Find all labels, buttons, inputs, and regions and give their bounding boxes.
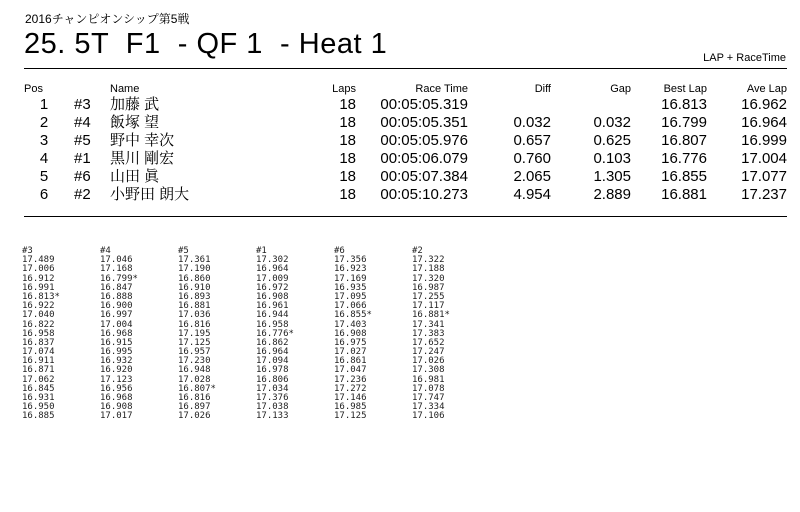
lap-time: 16.948 (178, 365, 211, 376)
lap-time: 17.652 (412, 337, 445, 348)
lap-time: 16.807* (178, 383, 216, 394)
lap-time: 16.957 (178, 347, 211, 358)
lap-time: 17.123 (100, 374, 133, 385)
lap-time: 16.981 (412, 374, 445, 385)
lap-time: 17.046 (100, 255, 133, 266)
lap-time: 17.006 (22, 264, 55, 275)
lap-time: 17.026 (412, 356, 445, 367)
lap-time: 16.900 (100, 301, 133, 312)
lap-column-header: #1 (256, 246, 267, 256)
result-ave-lap: 16.999 (741, 132, 787, 149)
lap-time: 16.897 (178, 402, 211, 413)
result-pos: 3 (39, 132, 49, 149)
lap-time: 16.845 (22, 383, 55, 394)
lap-time: 16.961 (256, 301, 289, 312)
lap-time: 17.078 (412, 383, 445, 394)
result-pos: 6 (39, 186, 49, 203)
lap-time: 17.230 (178, 356, 211, 367)
header-diff: Diff (534, 83, 551, 95)
result-race-time: 00:05:07.384 (380, 168, 468, 185)
lap-time: 16.855* (334, 310, 372, 321)
lap-time: 17.188 (412, 264, 445, 275)
lap-time: 16.995 (100, 347, 133, 358)
result-driver-name: 野中 幸次 (110, 132, 175, 149)
lap-column (178, 247, 250, 422)
result-pos: 1 (39, 96, 49, 113)
lap-time: 16.912 (22, 273, 55, 284)
lap-time: 16.885 (22, 411, 55, 422)
lap-time: 16.910 (178, 282, 211, 293)
table-row (24, 168, 787, 186)
lap-time: 17.095 (334, 291, 367, 302)
lap-time: 16.987 (412, 282, 445, 293)
lap-time: 17.028 (178, 374, 211, 385)
lap-time: 17.272 (334, 383, 367, 394)
lap-time: 17.489 (22, 255, 55, 266)
results-divider (24, 216, 787, 217)
header-ave-lap: Ave Lap (746, 83, 787, 95)
lap-time: 17.074 (22, 347, 55, 358)
lap-time: 17.146 (334, 393, 367, 403)
lap-time: 16.997 (100, 310, 133, 321)
result-race-time: 00:05:05.351 (380, 114, 468, 131)
lap-time: 17.125 (178, 337, 211, 348)
lap-time: 17.247 (412, 347, 445, 358)
lap-time: 16.837 (22, 337, 55, 348)
table-row (24, 132, 787, 150)
lap-time: 17.341 (412, 319, 445, 330)
lap-time: 17.383 (412, 328, 445, 339)
lap-time: 16.816 (178, 319, 211, 330)
lap-time: 17.334 (412, 402, 445, 413)
lap-column-header: #2 (412, 246, 423, 256)
lap-time: 16.881 (178, 301, 211, 312)
lap-time: 16.958 (256, 319, 289, 330)
lap-time: 17.302 (256, 255, 289, 266)
lap-time: 16.923 (334, 264, 367, 275)
lap-time: 16.991 (22, 282, 55, 293)
event-subtitle: 2016チャンピオンシップ第5戦 (25, 12, 190, 26)
lap-time: 16.932 (100, 356, 133, 367)
lap-time: 17.403 (334, 319, 367, 330)
result-best-lap: 16.855 (661, 168, 707, 185)
lap-time: 17.094 (256, 356, 289, 367)
lap-time: 16.972 (256, 282, 289, 293)
result-best-lap: 16.881 (661, 186, 707, 203)
result-diff: 0.032 (513, 114, 551, 131)
result-gap: 0.103 (593, 150, 631, 167)
lap-time: 17.168 (100, 264, 133, 275)
lap-time: 17.106 (412, 411, 445, 422)
lap-time: 16.975 (334, 337, 367, 348)
lap-time: 16.922 (22, 301, 55, 312)
lap-time: 16.968 (100, 393, 133, 403)
result-ave-lap: 16.962 (741, 96, 787, 113)
result-car-number: #5 (74, 132, 91, 149)
lap-time: 17.117 (412, 301, 445, 312)
header-race-time: Race Time (415, 83, 468, 95)
lap-time: 17.047 (334, 365, 367, 376)
header-pos: Pos (24, 83, 43, 95)
lap-time: 16.816 (178, 393, 211, 403)
result-best-lap: 16.813 (661, 96, 707, 113)
lap-time: 16.935 (334, 282, 367, 293)
result-car-number: #4 (74, 114, 91, 131)
lap-time: 17.027 (334, 347, 367, 358)
lap-time: 16.871 (22, 365, 55, 376)
result-laps: 18 (339, 132, 356, 149)
lap-time: 17.004 (100, 319, 133, 330)
result-driver-name: 山田 眞 (110, 168, 160, 185)
result-pos: 2 (39, 114, 49, 131)
result-pos: 4 (39, 150, 49, 167)
lap-time: 17.133 (256, 411, 289, 422)
results-table (24, 82, 787, 204)
result-race-time: 00:05:05.976 (380, 132, 468, 149)
result-race-time: 00:05:06.079 (380, 150, 468, 167)
result-driver-name: 飯塚 望 (110, 114, 160, 131)
lap-time: 16.822 (22, 319, 55, 330)
lap-time: 17.747 (412, 393, 445, 403)
result-best-lap: 16.776 (661, 150, 707, 167)
lap-time: 16.881* (412, 310, 450, 321)
lap-time: 16.908 (100, 402, 133, 413)
lap-time: 17.169 (334, 273, 367, 284)
result-diff: 4.954 (513, 186, 551, 203)
lap-column (334, 247, 406, 422)
table-row (24, 114, 787, 132)
result-diff: 0.760 (513, 150, 551, 167)
lap-time: 16.861 (334, 356, 367, 367)
table-row (24, 150, 787, 168)
lap-time: 16.813* (22, 291, 60, 302)
result-car-number: #1 (74, 150, 91, 167)
lap-column (22, 247, 94, 422)
results-header-row (24, 82, 787, 96)
lap-time: 17.356 (334, 255, 367, 266)
lap-column (100, 247, 172, 422)
result-diff: 2.065 (513, 168, 551, 185)
lap-time: 16.860 (178, 273, 211, 284)
header-laps: Laps (332, 83, 356, 95)
result-gap: 0.032 (593, 114, 631, 131)
result-driver-name: 加藤 武 (110, 96, 160, 113)
lap-time: 17.034 (256, 383, 289, 394)
lap-column-header: #3 (22, 246, 33, 256)
result-diff: 0.657 (513, 132, 551, 149)
lap-time: 17.009 (256, 273, 289, 284)
lap-column-header: #5 (178, 246, 189, 256)
result-driver-name: 小野田 朗大 (110, 186, 190, 203)
lap-time: 17.308 (412, 365, 445, 376)
lap-time: 16.893 (178, 291, 211, 302)
header-best-lap: Best Lap (663, 83, 707, 95)
lap-time: 16.847 (100, 282, 133, 293)
result-best-lap: 16.799 (661, 114, 707, 131)
lap-time: 16.985 (334, 402, 367, 413)
result-laps: 18 (339, 186, 356, 203)
lap-time: 16.964 (256, 347, 289, 358)
result-race-time: 00:05:10.273 (380, 186, 468, 203)
result-ave-lap: 16.964 (741, 114, 787, 131)
lap-time: 16.888 (100, 291, 133, 302)
report-mode-label: LAP + RaceTime (703, 52, 786, 64)
lap-time: 17.038 (256, 402, 289, 413)
lap-time: 16.862 (256, 337, 289, 348)
lap-time: 16.806 (256, 374, 289, 385)
result-laps: 18 (339, 114, 356, 131)
result-ave-lap: 17.237 (741, 186, 787, 203)
result-laps: 18 (339, 96, 356, 113)
lap-time: 16.799* (100, 273, 138, 284)
result-race-time: 00:05:05.319 (380, 96, 468, 113)
lap-time: 17.036 (178, 310, 211, 321)
lap-time: 16.920 (100, 365, 133, 376)
lap-time: 17.040 (22, 310, 55, 321)
lap-column-header: #4 (100, 246, 111, 256)
lap-time: 17.125 (334, 411, 367, 422)
lap-time: 16.944 (256, 310, 289, 321)
lap-time: 16.958 (22, 328, 55, 339)
lap-time: 16.908 (334, 328, 367, 339)
lap-time: 16.956 (100, 383, 133, 394)
lap-column-header: #6 (334, 246, 345, 256)
result-car-number: #6 (74, 168, 91, 185)
lap-time: 17.376 (256, 393, 289, 403)
result-ave-lap: 17.004 (741, 150, 787, 167)
lap-time: 16.931 (22, 393, 55, 403)
lap-time: 17.026 (178, 411, 211, 422)
table-row (24, 186, 787, 204)
result-gap: 1.305 (593, 168, 631, 185)
result-pos: 5 (39, 168, 49, 185)
header-name: Name (110, 83, 140, 95)
lap-time: 17.236 (334, 374, 367, 385)
lap-time: 16.776* (256, 328, 294, 339)
lap-column (256, 247, 328, 422)
lap-time: 17.255 (412, 291, 445, 302)
lap-time: 17.320 (412, 273, 445, 284)
lap-time: 16.911 (22, 356, 55, 367)
result-laps: 18 (339, 150, 356, 167)
result-car-number: #3 (74, 96, 91, 113)
result-driver-name: 黒川 剛宏 (110, 150, 175, 167)
lap-time: 16.915 (100, 337, 133, 348)
lap-time: 16.950 (22, 402, 55, 413)
page-title: 25. 5T F1 - QF 1 - Heat 1 (24, 28, 388, 60)
lap-time: 17.017 (100, 411, 133, 422)
table-row (24, 96, 787, 114)
result-ave-lap: 17.077 (741, 168, 787, 185)
lap-time: 17.361 (178, 255, 211, 266)
lap-time: 16.978 (256, 365, 289, 376)
lap-time: 17.062 (22, 374, 55, 385)
result-car-number: #2 (74, 186, 91, 203)
lap-time: 17.322 (412, 255, 445, 266)
lap-time: 17.190 (178, 264, 211, 275)
lap-time: 17.195 (178, 328, 211, 339)
header-gap: Gap (610, 83, 631, 95)
result-gap: 2.889 (593, 186, 631, 203)
lap-time: 16.908 (256, 291, 289, 302)
result-laps: 18 (339, 168, 356, 185)
lap-time: 17.066 (334, 301, 367, 312)
result-best-lap: 16.807 (661, 132, 707, 149)
lap-time: 16.968 (100, 328, 133, 339)
lap-time: 16.964 (256, 264, 289, 275)
result-gap: 0.625 (593, 132, 631, 149)
header-divider (24, 68, 787, 69)
lap-column (412, 247, 484, 422)
